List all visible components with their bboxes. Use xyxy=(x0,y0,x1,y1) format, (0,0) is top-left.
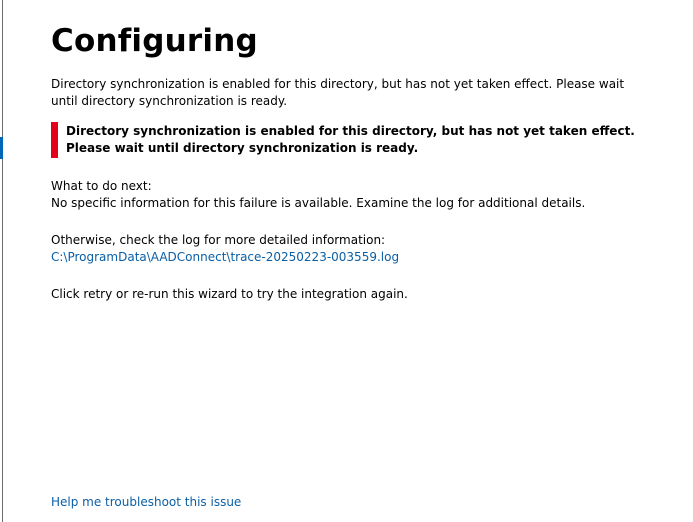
troubleshoot-help-link[interactable]: Help me troubleshoot this issue xyxy=(51,495,242,509)
log-file-link[interactable]: C:\ProgramData\AADConnect\trace-20250223-003559.log xyxy=(51,250,400,264)
left-border-divider xyxy=(2,0,3,522)
error-message-box xyxy=(51,122,651,158)
retry-text: Click retry or re-run this wizard to try the integration again. xyxy=(51,287,408,301)
main-content xyxy=(51,22,651,303)
log-label: Otherwise, check the log for more detailed information: xyxy=(51,233,386,247)
error-indicator-bar xyxy=(51,122,58,158)
next-steps-heading: What to do next: xyxy=(51,179,152,193)
retry-section xyxy=(51,286,651,303)
log-section xyxy=(51,232,651,266)
next-steps-text: No specific information for this failure is available. Examine the log for additional details. xyxy=(51,196,586,210)
error-message: Directory synchronization is enabled for this directory, but has not yet taken effect. Please wait until directory synchronization is ready. xyxy=(66,124,635,155)
intro-text: Directory synchronization is enabled for this directory, but has not yet taken effect. Please wait until directory synchronization is ready. xyxy=(51,77,625,108)
page-title: Configuring xyxy=(51,23,258,59)
nav-selection-indicator xyxy=(0,137,3,159)
next-steps-section xyxy=(51,178,651,212)
